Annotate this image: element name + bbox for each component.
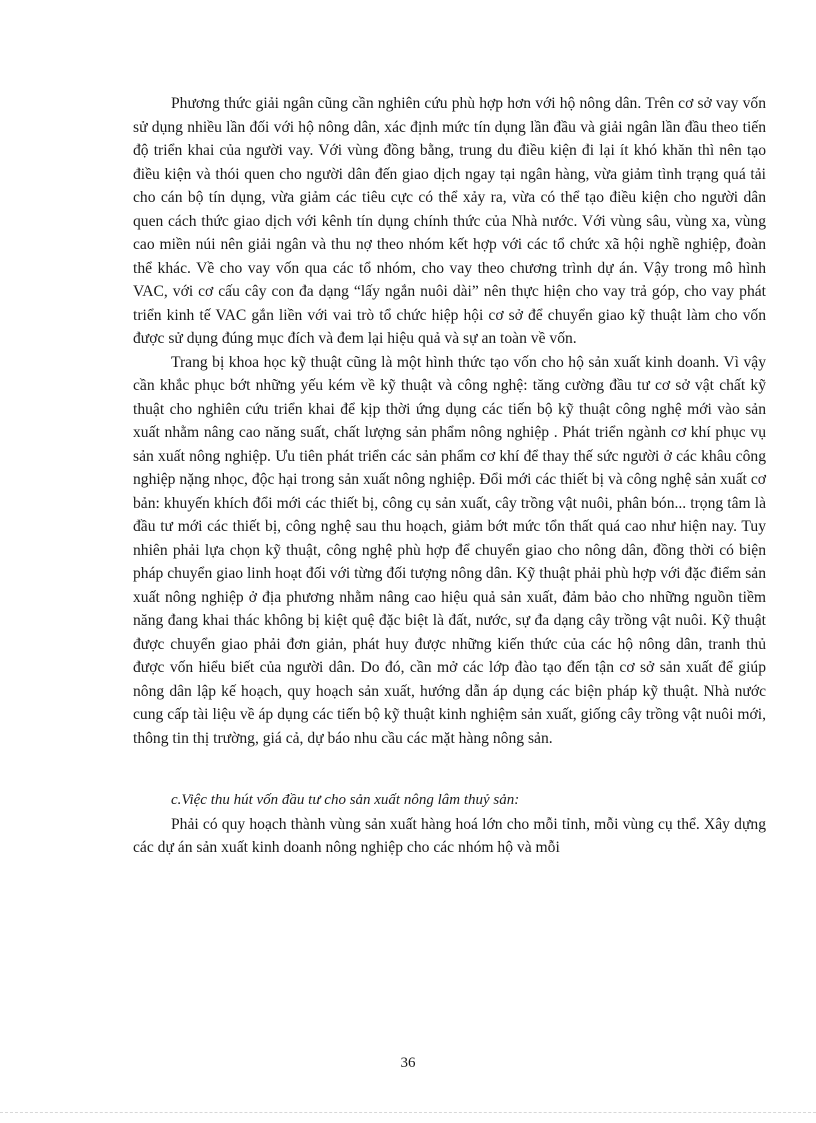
paragraph-disbursement: Phương thức giải ngân cũng cần nghiên cứu phù hợp hơn với hộ nông dân. Trên cơ sở vay vốn sử dụng nhiều lần đối với hộ nông dân, xác định mức tín dụng lần đầu và giải ngân lần đầu theo tiến độ triển khai của người vay. Với vùng đồng bằng, trung du điều kiện đi lại ít khó khăn thì nên tạo điều kiện và thói quen cho người dân đến giao dịch ngay tại ngân hàng, vừa giảm tình trạng quá tải cho cán bộ tín dụng, vừa giảm các tiêu cực có thể xảy ra, vừa có thể tạo điều kiện cho người dân quen cách thức giao dịch với kênh tín dụng chính thức của Nhà nước. Với vùng sâu, vùng xa, vùng cao miền núi nên giải ngân và thu nợ theo nhóm kết hợp với các tổ chức xã hội nghề nghiệp, đoàn thể khác. Về cho vay vốn qua các tổ nhóm, cho vay theo chương trình dự án. Vậy trong mô hình VAC, với cơ cấu cây con đa dạng “lấy ngắn nuôi dài” nên thực hiện cho vay trả góp, cho vay phát triển kinh tế VAC gắn liền với vai trò tổ chức hiệp hội cơ sở để chuyển giao kỹ thuật làm cho vốn được sử dụng đúng mục đích và đem lại hiệu quả và sự an toàn về vốn.	[133, 95, 766, 347]
section-heading: c.Việc thu hút vốn đầu tư cho sản xuất nông lâm thuỷ sản:	[171, 792, 520, 808]
paragraph-technology: Trang bị khoa học kỹ thuật cũng là một hình thức tạo vốn cho hộ sản xuất kinh doanh. Vì vậy cần khắc phục bớt những yếu kém về kỹ thuật và công nghệ: tăng cường đầu tư cơ sở vật chất kỹ thuật cho nghiên cứu triển khai để kịp thời ứng dụng các tiến bộ kỹ thuật công nghệ mới vào sản xuất nhằm nâng cao năng suất, chất lượng sản phẩm nông nghiệp . Phát triển ngành cơ khí phục vụ sản xuất nông nghiệp. Ưu tiên phát triển các sản phẩm cơ khí để thay thế sức người ở các khâu công nghiệp nặng nhọc, độc hại trong sản xuất nông nghiệp. Đổi mới các thiết bị và công nghệ sản xuất cơ bản: khuyến khích đổi mới các thiết bị, công cụ sản xuất, cây trồng vật nuôi, phân bón... trọng tâm là đầu tư mới các thiết bị, công nghệ sau thu hoạch, giảm bớt mức tổn thất quá cao như hiện nay. Tuy nhiên phải lựa chọn kỹ thuật, công nghệ phù hợp để chuyển giao cho nông dân, đồng thời có biện pháp chuyển giao linh hoạt đối với từng đối tượng nông dân. Kỹ thuật phải phù hợp với đặc điểm sản xuất nông nghiệp ở địa phương nhằm nâng cao hiệu quả sản xuất, đảm bảo cho những nguồn tiềm năng đang khai thác không bị kiệt quệ đặc biệt là đất, nước, sự đa dạng cây trồng vật nuôi. Kỹ thuật được chuyển giao phải đơn giản, phát huy được những kiến thức của các hộ nông dân, tranh thủ được vốn hiểu biết của người dân. Do đó, cần mở các lớp đào tạo đến tận cơ sở sản xuất để giúp nông dân lập kế hoạch, quy hoạch sản xuất, hướng dẫn áp dụng các biện pháp kỹ thuật. Nhà nước cung cấp tài liệu về áp dụng các tiến bộ kỹ thuật kinh nghiệm sản xuất, giống cây trồng vật nuôi mới, thông tin thị trường, giá cả, dự báo nhu cầu các mặt hàng nông sản.	[133, 353, 766, 747]
page-bottom-divider	[0, 1112, 816, 1113]
page-content	[133, 92, 766, 860]
page-number: 36	[400, 1055, 416, 1071]
section-spacer	[133, 750, 766, 789]
paragraph-planning: Phải có quy hoạch thành vùng sản xuất hàng hoá lớn cho mỗi tỉnh, mỗi vùng cụ thể. Xây dựng các dự án sản xuất kinh doanh nông nghiệp cho các nhóm hộ và mỗi	[133, 815, 766, 856]
